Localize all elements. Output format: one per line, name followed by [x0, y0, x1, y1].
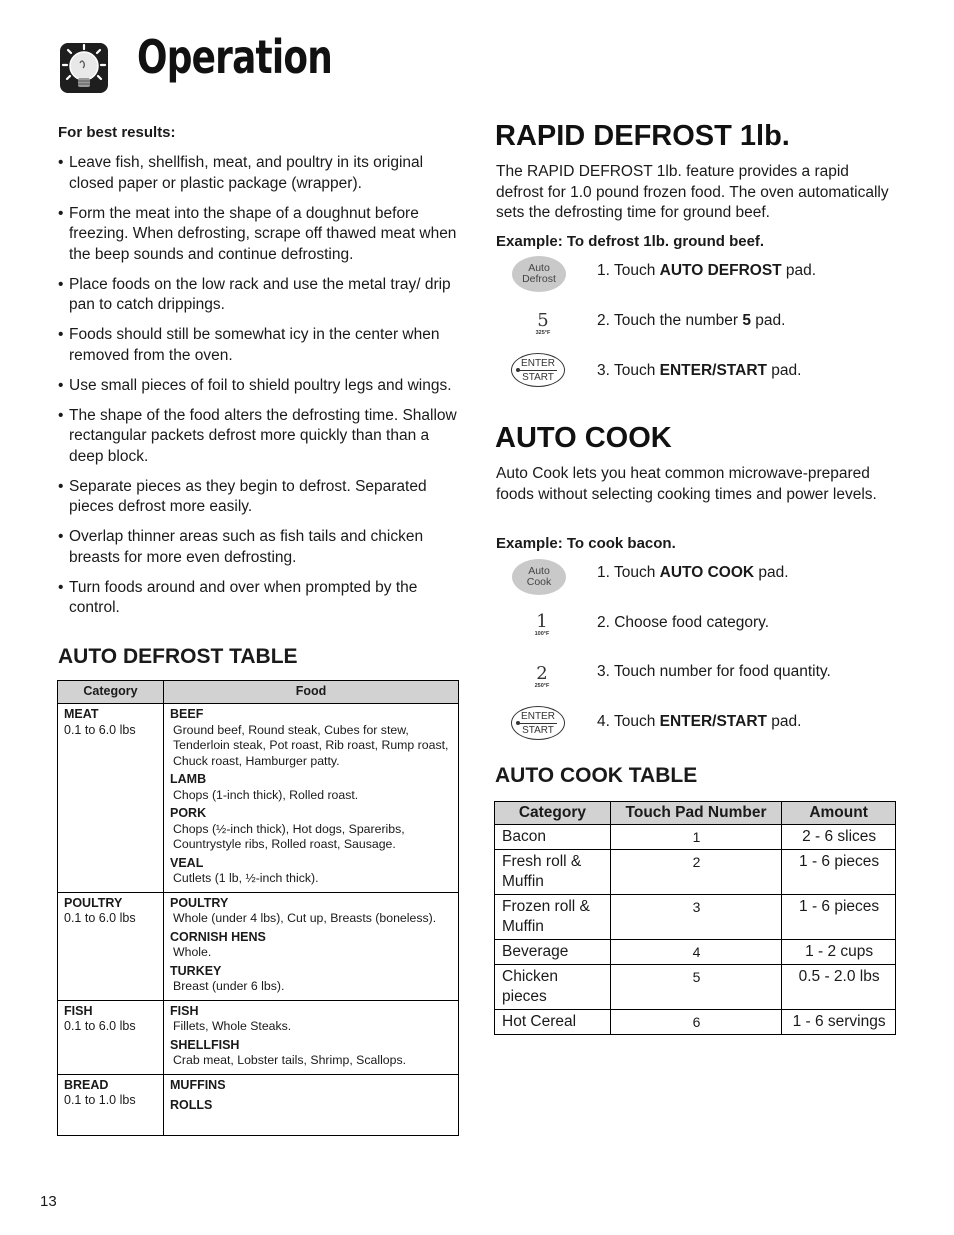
auto-defrost-table-heading: AUTO DEFROST TABLE [58, 645, 298, 668]
pad-label: Cook [526, 576, 552, 588]
auto-cook-description: Auto Cook lets you heat common microwave-prepared foods without selecting cooking times and power levels. [496, 465, 877, 503]
lightbulb-icon [58, 41, 110, 95]
tips-list [58, 153, 458, 628]
category-cell: Hot Cereal [495, 1010, 611, 1035]
food-group-desc: Chops (½-inch thick), Hot dogs, Spareribs, Countrystyle ribs, Rolled roast, Sausage. [173, 821, 405, 851]
table-row [495, 850, 896, 895]
table-row [58, 1000, 459, 1074]
auto-cook-table [494, 801, 896, 1035]
food-group-name: MUFFINS [170, 1077, 226, 1092]
auto-cook-step-1: 1. Touch AUTO COOK pad. [597, 564, 789, 581]
category-cell: Beverage [495, 940, 611, 965]
pad-number: 5 [537, 310, 549, 331]
list-item: • Turn foods around and over when prompted by the control. [58, 578, 458, 619]
pad-label: Auto [528, 262, 550, 274]
category-name: FISH [64, 1003, 93, 1018]
list-item: • Form the meat into the shape of a doughnut before freezing. When defrosting, scrape off thawed meat when the beep sounds and continue defrosting. [58, 204, 458, 266]
amount-cell: 1 - 6 servings [782, 1010, 896, 1035]
category-cell [58, 704, 164, 893]
auto-cook-pad-icon [512, 559, 566, 595]
amount-cell: 0.5 - 2.0 lbs [782, 965, 896, 1010]
category-cell: Fresh roll & Muffin [495, 850, 611, 895]
food-group-name: FISH [170, 1003, 199, 1018]
table-row [495, 895, 896, 940]
food-group-desc: Whole (under 4 lbs), Cut up, Breasts (boneless). [173, 911, 437, 925]
list-item: • Leave fish, shellfish, meat, and poultry in its original closed paper or plastic package (wrapper). [58, 153, 458, 194]
page-title: Operation [137, 30, 333, 84]
rapid-defrost-step-1: 1. Touch AUTO DEFROST pad. [597, 262, 817, 279]
auto-cook-step-2: 2. Choose food category. [597, 614, 770, 631]
table-row [58, 704, 459, 893]
pad-number-cell: 5 [610, 965, 781, 1010]
pad-label: START [522, 371, 554, 383]
list-item: • Use small pieces of foil to shield poultry legs and wings. [58, 376, 458, 397]
food-group-name: ROLLS [170, 1098, 213, 1112]
enter-start-pad-icon [511, 353, 565, 387]
food-group-name: BEEF [170, 707, 204, 721]
auto-defrost-table [57, 680, 459, 1136]
pad-number-cell: 2 [610, 850, 781, 895]
pad-label: Defrost [522, 273, 556, 285]
number-1-pad-icon [522, 613, 562, 637]
rapid-defrost-heading: RAPID DEFROST 1lb. [495, 120, 790, 152]
food-group-desc: Crab meat, Lobster tails, Shrimp, Scallops. [173, 1053, 407, 1067]
column-header: Amount [782, 802, 896, 825]
table-row [495, 1010, 896, 1035]
food-group-name: SHELLFISH [170, 1037, 240, 1052]
food-cell [164, 892, 459, 1000]
pad-sublabel: 250°F [534, 683, 550, 689]
pad-number: 2 [536, 663, 548, 684]
weight-range: 0.1 to 6.0 lbs [64, 722, 136, 737]
list-item: • Separate pieces as they begin to defrost. Separated pieces defrost more easily. [58, 477, 458, 518]
food-group-name: VEAL [170, 855, 204, 870]
table-row [495, 965, 896, 1010]
pad-number-cell: 3 [610, 895, 781, 940]
auto-cook-heading: AUTO COOK [495, 422, 672, 454]
food-group-desc: Breast (under 6 lbs). [173, 979, 285, 993]
rapid-defrost-description: The RAPID DEFROST 1lb. feature provides a rapid defrost for 1.0 pound frozen food. The oven automatically sets the defrosting time for ground beef. [496, 163, 889, 221]
food-group-name: POULTRY [170, 895, 229, 910]
pad-label: ENTER [521, 710, 555, 722]
weight-range: 0.1 to 6.0 lbs [64, 1019, 136, 1033]
list-item: • The shape of the food alters the defrosting time. Shallow rectangular packets defrost more quickly than than a deep block. [58, 406, 458, 468]
auto-cook-example: Example: To cook bacon. [496, 535, 676, 552]
category-cell [58, 1074, 164, 1135]
food-group-name: CORNISH HENS [170, 929, 266, 944]
food-group-desc: Fillets, Whole Steaks. [173, 1019, 292, 1033]
column-header-food: Food [164, 681, 459, 704]
food-group-desc: Chops (1-inch thick), Rolled roast. [173, 787, 359, 802]
category-cell: Frozen roll & Muffin [495, 895, 611, 940]
pad-sublabel: 100°F [534, 631, 550, 637]
pad-label: START [522, 724, 554, 736]
column-header: Touch Pad Number [610, 802, 781, 825]
rapid-defrost-example: Example: To defrost 1lb. ground beef. [496, 233, 765, 250]
category-cell: Bacon [495, 825, 611, 850]
auto-cook-step-3: 3. Touch number for food quantity. [597, 663, 831, 680]
category-cell [58, 892, 164, 1000]
list-item: • Foods should still be somewhat icy in the center when removed from the oven. [58, 325, 458, 366]
food-cell [164, 1000, 459, 1074]
category-name: POULTRY [64, 895, 123, 910]
number-5-pad-icon [523, 312, 563, 336]
weight-range: 0.1 to 1.0 lbs [64, 1093, 136, 1107]
pad-label: Auto [528, 565, 550, 577]
amount-cell: 1 - 6 pieces [782, 895, 896, 940]
auto-cook-step-4: 4. Touch ENTER/START pad. [597, 713, 802, 730]
pad-number-cell: 1 [610, 825, 781, 850]
enter-start-pad-icon [511, 706, 565, 740]
table-row [495, 940, 896, 965]
food-group-name: TURKEY [170, 963, 222, 978]
food-group-desc: Whole. [173, 945, 212, 959]
category-name: MEAT [64, 707, 99, 721]
food-group-name: LAMB [170, 772, 207, 786]
list-item: • Place foods on the low rack and use the metal tray/ drip pan to catch drippings. [58, 275, 458, 316]
pad-number-cell: 4 [610, 940, 781, 965]
column-header: Category [495, 802, 611, 825]
auto-defrost-pad-icon [512, 256, 566, 292]
food-cell [164, 1074, 459, 1135]
pad-number-cell: 6 [610, 1010, 781, 1035]
page-number: 13 [40, 1193, 57, 1210]
rapid-defrost-step-3: 3. Touch ENTER/START pad. [597, 362, 802, 379]
category-cell: Chicken pieces [495, 965, 611, 1010]
pad-sublabel: 325°F [535, 330, 551, 336]
column-header-category: Category [58, 681, 164, 704]
auto-cook-table-heading: AUTO COOK TABLE [495, 764, 698, 787]
list-item: • Overlap thinner areas such as fish tails and chicken breasts for more even defrosting. [58, 527, 458, 568]
food-group-desc: Cutlets (1 lb, ½-inch thick). [173, 871, 319, 885]
amount-cell: 1 - 6 pieces [782, 850, 896, 895]
weight-range: 0.1 to 6.0 lbs [64, 911, 136, 925]
table-row [58, 892, 459, 1000]
number-2-pad-icon [522, 665, 562, 689]
table-row [495, 825, 896, 850]
category-name: BREAD [64, 1077, 109, 1092]
amount-cell: 1 - 2 cups [782, 940, 896, 965]
food-group-name: PORK [170, 806, 207, 820]
amount-cell: 2 - 6 slices [782, 825, 896, 850]
table-row [58, 1074, 459, 1135]
rapid-defrost-step-2: 2. Touch the number 5 pad. [597, 312, 786, 329]
pad-number: 1 [536, 611, 548, 632]
pad-label: ENTER [521, 357, 555, 369]
food-cell [164, 704, 459, 893]
category-cell [58, 1000, 164, 1074]
tips-heading: For best results: [58, 124, 176, 141]
food-group-desc: Ground beef, Round steak, Cubes for stew, Tenderloin steak, Pot roast, Rib roast, Rump roast, Chuck roast, Hamburger patty. [173, 722, 449, 768]
